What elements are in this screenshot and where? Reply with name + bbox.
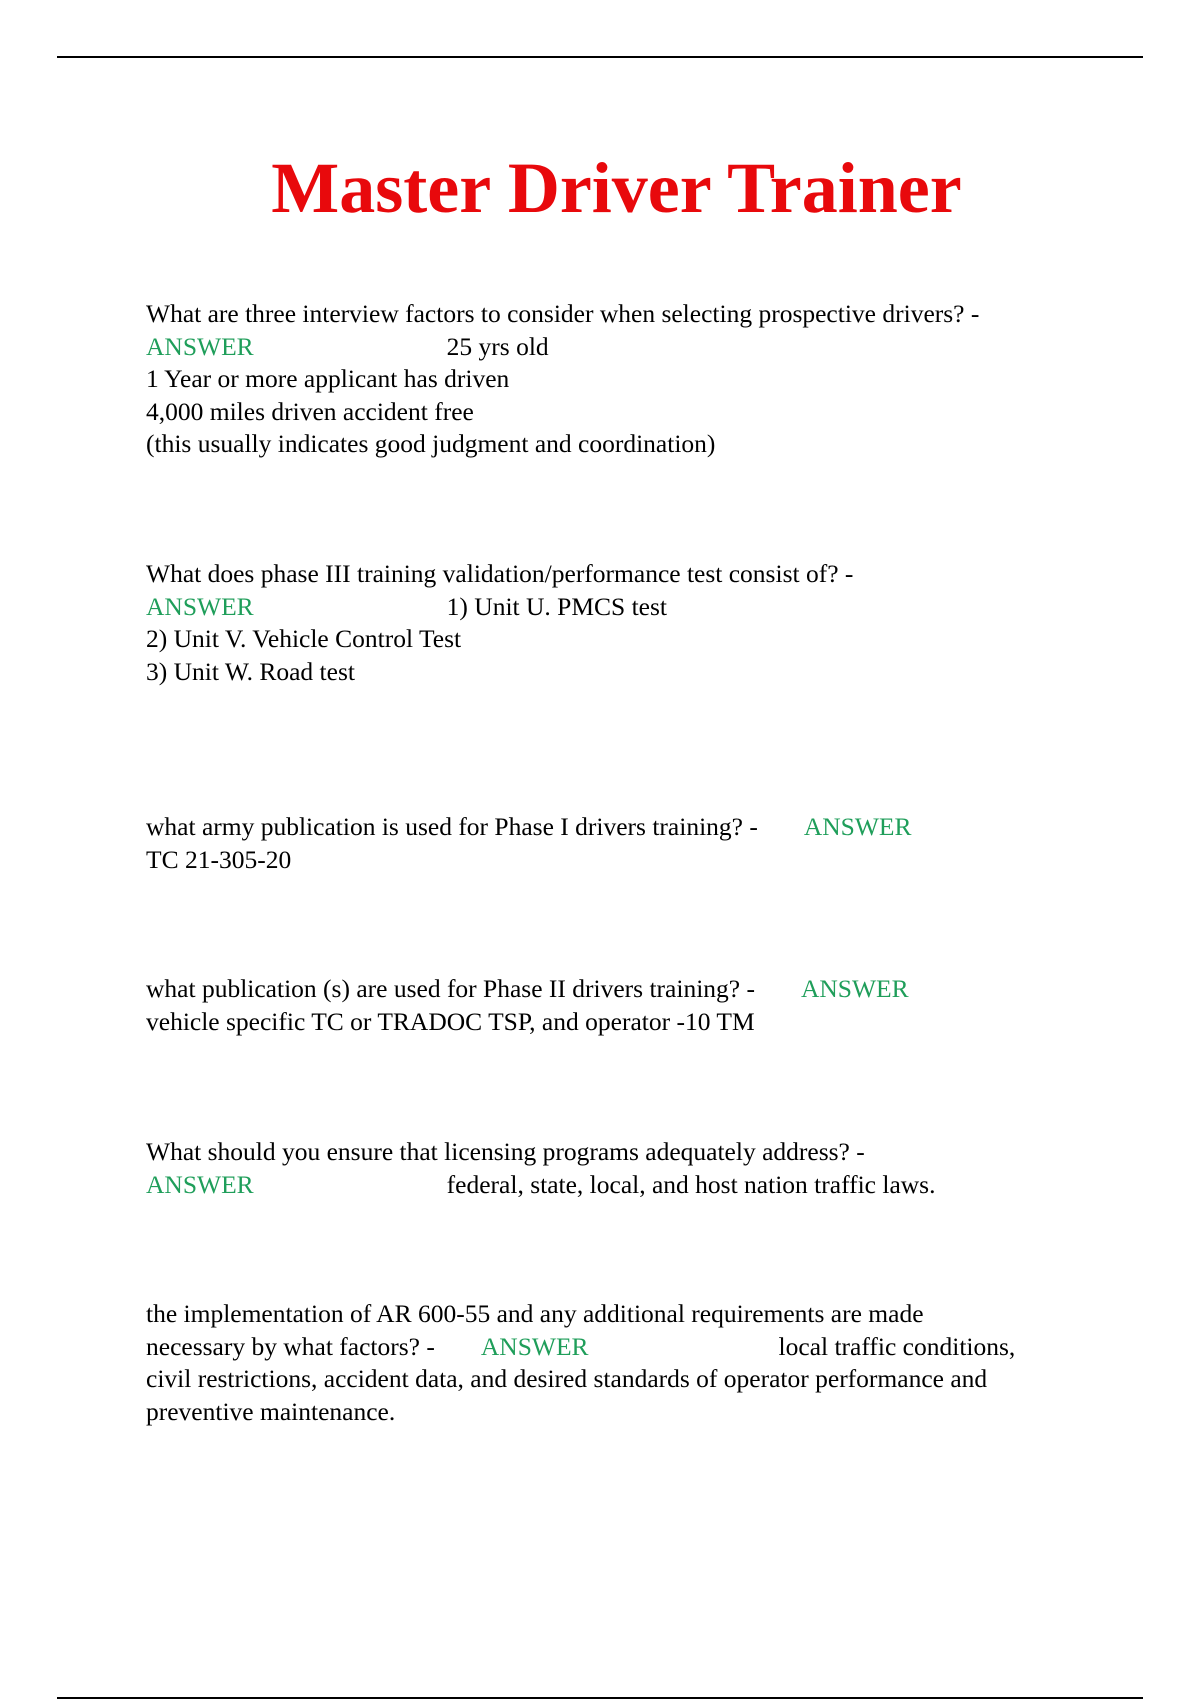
answer-text: 3) Unit W. Road test: [146, 656, 355, 686]
question-text: necessary by what factors? -: [146, 1331, 435, 1361]
question-text: what publication (s) are used for Phase II drivers training? -: [146, 974, 755, 1003]
question-text: the implementation of AR 600-55 and any additional requirements are made: [146, 1299, 924, 1328]
qa-item-5: [146, 1136, 1106, 1201]
answer-text: TC 21-305-20: [146, 844, 292, 874]
question-line: [146, 973, 1106, 1006]
answer-label: ANSWER: [146, 1169, 254, 1199]
question-text: what army publication is used for Phase I drivers training? -: [146, 812, 758, 841]
qa-item-1: [146, 298, 1106, 461]
answer-text: 1) Unit U. PMCS test: [446, 591, 667, 621]
answer-text: federal, state, local, and host nation traffic laws.: [446, 1169, 936, 1199]
answer-line: [146, 331, 1106, 364]
top-rule: [57, 56, 1143, 58]
answer-text: vehicle specific TC or TRADOC TSP, and operator -10 TM: [146, 1006, 755, 1036]
document-title: Master Driver Trainer: [271, 148, 962, 228]
answer-label: ANSWER: [800, 974, 909, 1003]
answer-label: ANSWER: [803, 812, 912, 841]
answer-label: ANSWER: [146, 591, 254, 621]
answer-label: ANSWER: [480, 1331, 589, 1361]
answer-text: 2) Unit V. Vehicle Control Test: [146, 624, 462, 653]
answer-label: ANSWER: [146, 331, 254, 361]
answer-text: 1 Year or more applicant has driven: [146, 364, 510, 393]
answer-text: 25 yrs old: [446, 331, 549, 361]
qa-item-6: [146, 1298, 1106, 1428]
answer-text: local traffic conditions,: [778, 1331, 1016, 1361]
question-line: [146, 811, 1106, 844]
qa-item-3: [146, 811, 1106, 876]
bottom-rule: [57, 1697, 1143, 1699]
answer-text: civil restrictions, accident data, and desired standards of operator performance and: [146, 1364, 988, 1393]
answer-text: (this usually indicates good judgment and coordination): [146, 429, 716, 458]
answer-text: preventive maintenance.: [146, 1396, 396, 1426]
answer-text: 4,000 miles driven accident free: [146, 396, 474, 426]
answer-line: [146, 1169, 1106, 1202]
answer-line: [146, 591, 1106, 624]
question-text: What are three interview factors to consider when selecting prospective drivers? -: [146, 299, 980, 328]
question-text: What does phase III training validation/performance test consist of? -: [146, 559, 854, 588]
qa-item-2: [146, 558, 1106, 688]
qa-item-4: [146, 973, 1106, 1038]
question-text: What should you ensure that licensing programs adequately address? -: [146, 1137, 865, 1166]
question-answer-line: [146, 1331, 1106, 1364]
